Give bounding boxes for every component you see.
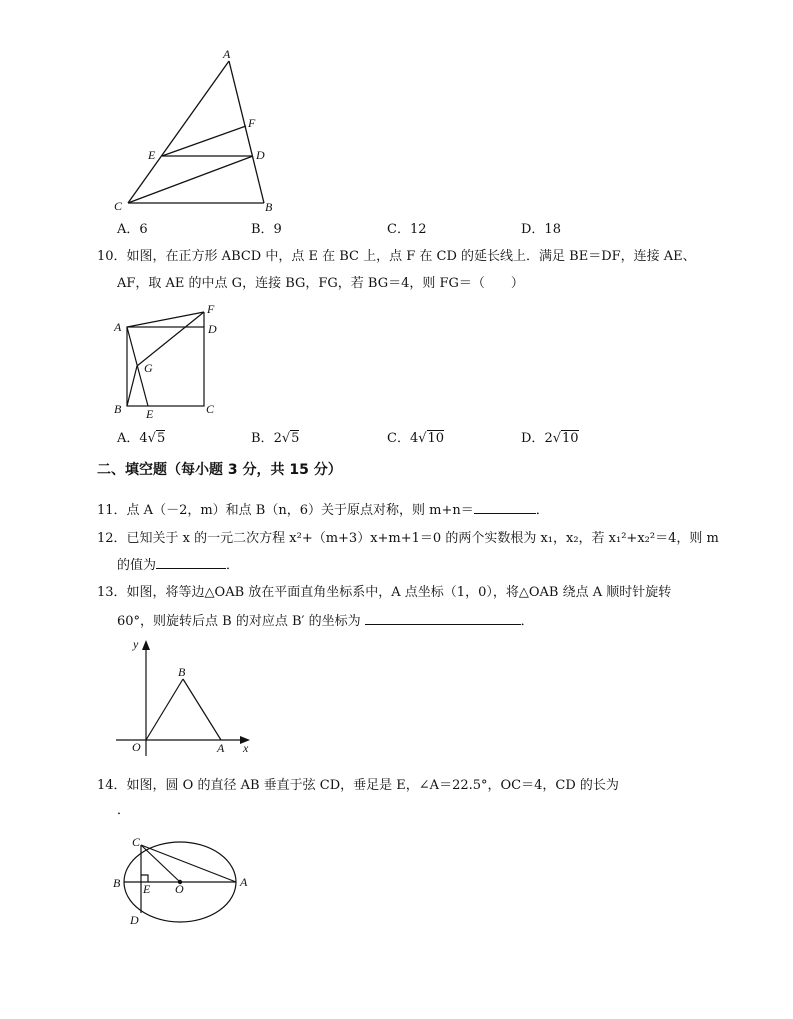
q13-stem-line1: 13．如图，将等边△OAB 放在平面直角坐标系中，A 点坐标（1，0），将△OAB 绕点 A 顺时针旋转 xyxy=(97,585,672,600)
q10-option-a-label: A． xyxy=(117,431,140,446)
q10-option-b-radicand: 5 xyxy=(291,431,300,446)
q10-label-a: A xyxy=(114,320,122,334)
q10-segment-bg xyxy=(127,366,137,406)
q13-tail: ． xyxy=(520,614,534,629)
q9-option-c[interactable]: C．12 xyxy=(387,222,427,237)
q9-option-d[interactable]: D．18 xyxy=(521,222,561,237)
q9-side-ac xyxy=(128,61,229,203)
q13-text-line2: 60°，则旋转后点 B 的对应点 B′ 的坐标为 xyxy=(117,614,361,629)
q10-option-b[interactable]: B．2√5 xyxy=(251,431,300,446)
q10-option-d-coef: 2 xyxy=(544,431,553,446)
q11-text: 11．点 A（－2，m）和点 B（n，6）关于原点对称，则 m+n＝ xyxy=(97,503,474,518)
q10-square-abcd xyxy=(127,327,204,406)
q9-option-b[interactable]: B．9 xyxy=(251,222,282,237)
q13-label-x: x xyxy=(243,741,249,755)
q14-label-o: O xyxy=(175,882,184,896)
q11-answer-blank[interactable] xyxy=(474,501,536,514)
q9-label-c: C xyxy=(114,199,123,213)
q10-label-d: D xyxy=(208,322,217,336)
q10-option-c-coef: 4 xyxy=(409,431,419,446)
q10-option-b-coef: 2 xyxy=(273,431,282,446)
q9-side-ab xyxy=(229,61,264,203)
q14-label-e: E xyxy=(143,882,151,896)
q14-text-line2: ． xyxy=(117,803,131,818)
q9-label-b: B xyxy=(265,200,273,214)
q10-label-e: E xyxy=(146,407,154,421)
q14-label-d: D xyxy=(130,913,139,927)
q9-label-e: E xyxy=(148,148,156,162)
q10-option-c-label: C． xyxy=(387,431,410,446)
q9-segment-ef xyxy=(162,126,246,156)
q9-segment-cd xyxy=(128,156,253,203)
q13-label-o: O xyxy=(132,740,141,754)
q10-label-b: B xyxy=(114,402,122,416)
q11-tail: ． xyxy=(535,503,549,518)
q11-stem xyxy=(97,501,549,520)
q10-option-a[interactable]: A．4√5 xyxy=(117,431,166,446)
q13-side-ba xyxy=(183,679,221,740)
q13-answer-blank[interactable] xyxy=(365,612,521,625)
q14-segment-ca xyxy=(141,845,236,882)
q12-tail: ． xyxy=(226,558,240,573)
q14-right-angle-mark xyxy=(141,875,148,882)
q14-label-c: C xyxy=(132,835,141,849)
q14-label-a: A xyxy=(240,875,248,889)
q12-stem-line2 xyxy=(117,556,239,575)
q14-circle-figure xyxy=(108,832,256,930)
q14-segment-co xyxy=(141,845,180,882)
q13-stem-line2 xyxy=(117,612,534,631)
q12-text-line2: 的值为 xyxy=(117,558,157,573)
q10-option-c-radicand: 10 xyxy=(427,431,445,446)
q10-segment-gf xyxy=(137,312,204,366)
q10-label-c: C xyxy=(206,402,215,416)
q13-label-b: B xyxy=(178,665,186,679)
q13-side-ob xyxy=(146,679,183,740)
q10-option-c[interactable]: C．4√10 xyxy=(387,431,445,446)
q10-option-b-label: B． xyxy=(251,431,274,446)
q13-y-arrow-icon xyxy=(142,640,150,650)
q14-stem-line1: 14．如图，圆 O 的直径 AB 垂直于弦 CD，垂足是 E，∠A＝22.5°，OC＝4，CD 的长为 xyxy=(97,778,619,793)
q9-label-a: A xyxy=(223,47,231,61)
q10-stem-line2: AF，取 AE 的中点 G，连接 BG，FG，若 BG＝4，则 FG＝（ ） xyxy=(117,276,524,291)
section-heading-fill-in: 二、填空题（每小题 3 分，共 15 分） xyxy=(97,462,342,478)
q9-option-a[interactable]: A．6 xyxy=(117,222,148,237)
q10-option-a-radicand: 5 xyxy=(156,431,166,446)
q9-triangle-figure xyxy=(108,44,288,216)
q10-option-d[interactable]: D．2√10 xyxy=(521,431,579,446)
q9-label-f: F xyxy=(248,116,256,130)
q10-stem-line1: 10．如图，在正方形 ABCD 中，点 E 在 BC 上，点 F 在 CD 的延长线上．满足 BE＝DF，连接 AE、 xyxy=(97,249,696,264)
q13-label-a: A xyxy=(217,741,225,755)
q12-stem-line1: 12．已知关于 x 的一元二次方程 x²+（m+3）x+m+1＝0 的两个实数根为 x₁，x₂，若 x₁²+x₂²＝4，则 m xyxy=(97,531,719,546)
q13-coordinate-figure xyxy=(110,634,260,758)
q10-segment-af xyxy=(127,312,204,327)
q13-label-y: y xyxy=(133,637,139,651)
q12-answer-blank[interactable] xyxy=(156,556,226,569)
q14-label-b: B xyxy=(113,876,121,890)
q10-option-d-label: D． xyxy=(521,431,545,446)
q10-square-figure xyxy=(108,300,226,422)
q10-option-a-coef: 4 xyxy=(139,431,148,446)
q9-label-d: D xyxy=(256,148,265,162)
q10-label-f: F xyxy=(207,302,215,316)
q10-option-d-radicand: 10 xyxy=(562,431,579,446)
q14-stem-line2 xyxy=(117,802,130,820)
q10-label-g: G xyxy=(144,361,153,375)
